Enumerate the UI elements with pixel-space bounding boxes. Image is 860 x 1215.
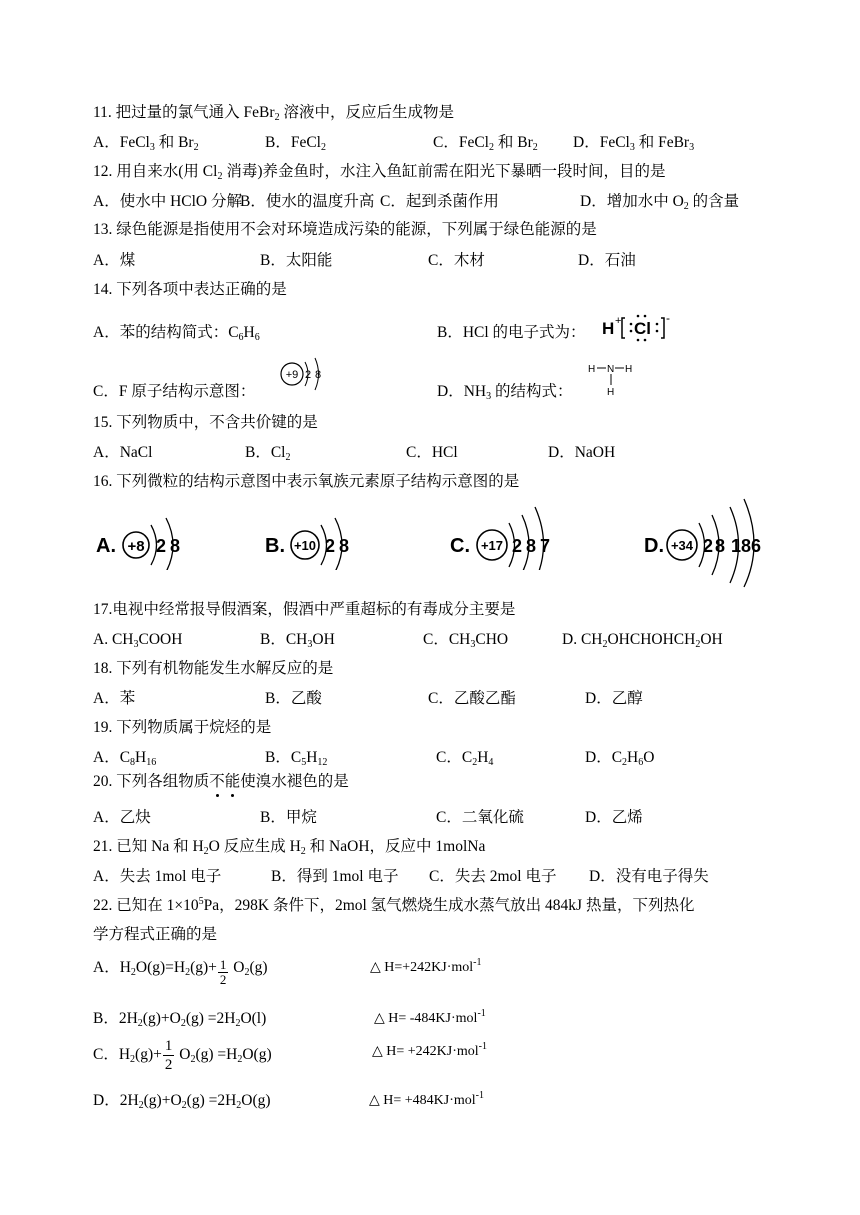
q16-a-letter: A.: [96, 535, 116, 557]
q18-option-a[interactable]: A．苯: [93, 690, 136, 707]
q16-d-shell-3: 18: [731, 536, 752, 556]
hcl-cl: Cl: [634, 319, 651, 338]
q12-option-a[interactable]: A．使水中 HClO 分解: [93, 193, 242, 210]
q13-option-c[interactable]: C．木材: [428, 252, 485, 269]
q20-options: [93, 807, 800, 829]
q18-option-b[interactable]: B．乙酸: [265, 690, 322, 707]
q16-c-shell-1: 2: [512, 536, 523, 556]
q13-option-d[interactable]: D．石油: [578, 252, 636, 269]
q22-option-b[interactable]: B．$2H_2(g)+O_2(g) =2H_2O(l)$ △ H= -484KJ·mol$^{-1}$: [93, 1008, 486, 1029]
q13-stem: 13. 绿色能源是指使用不会对环境造成污染的能源，下列属于绿色能源的是: [93, 221, 597, 238]
q15-option-d[interactable]: D．NaOH: [548, 444, 616, 461]
q22-c-fraction: $\frac{1}{2}$: [164, 1037, 173, 1073]
q16-diagram-b[interactable]: [265, 500, 365, 570]
q11-stem: 11. 把过量的氯气通入 FeBr$_2$ 溶液中，反应后生成物是: [93, 104, 454, 123]
q19-option-d[interactable]: D．$C_2H_6O$: [585, 749, 655, 768]
q12-option-d[interactable]: D．增加水中 $O_2$ 的含量: [580, 193, 740, 212]
q20-option-d[interactable]: D．乙烯: [585, 809, 643, 826]
q22-option-c[interactable]: C．$H_2(g)+$ $\frac{1}{2}$ $O_2(g) =H_2O(g)$ △ H= +242KJ·mol$^{-1}$: [93, 1032, 800, 1078]
q15-options: [93, 442, 800, 464]
nh3-h1: H: [588, 364, 596, 375]
q16-b-nucleus: +10: [293, 538, 317, 553]
q15-stem: 15. 下列物质中，不含共价键的是: [93, 414, 318, 431]
q19-options: [93, 747, 800, 769]
q15-option-c[interactable]: C．HCl: [406, 444, 458, 461]
q20-option-a[interactable]: A．乙炔: [93, 809, 151, 826]
q17-option-b[interactable]: B．$CH_3OH$: [260, 631, 335, 650]
q18-stem: 18. 下列有机物能发生水解反应的是: [93, 660, 334, 677]
q14-row1: [93, 322, 800, 344]
q21-option-a[interactable]: A．失去 1mol 电子: [93, 868, 222, 885]
q16-diagram-a[interactable]: [96, 500, 196, 570]
q22-a-enthalpy: △ H=+242KJ·mol$^{-1}$: [370, 957, 482, 975]
q16-d-shell-2: 8: [715, 536, 726, 556]
q20-option-c[interactable]: C．二氧化硫: [436, 809, 524, 826]
q16-d-shell-4: 6: [751, 536, 762, 556]
nh3-structure-image: [586, 360, 638, 400]
q14-stem: 14. 下列各项中表达正确的是: [93, 281, 287, 298]
q17-stem: 17.电视中经常报导假酒案，假酒中严重超标的有毒成分主要是: [93, 601, 516, 618]
q13-option-b[interactable]: B．太阳能: [260, 252, 333, 269]
q22-d-enthalpy: △ H= +484KJ·mol$^{-1}$: [369, 1090, 485, 1108]
q20-option-b[interactable]: B．甲烷: [260, 809, 317, 826]
f-shell-1: 2: [304, 369, 312, 381]
q18-option-d[interactable]: D．乙醇: [585, 690, 643, 707]
q17-options: [93, 629, 800, 651]
hcl-plus: +: [615, 315, 622, 327]
q16-stem: 16. 下列微粒的结构示意图中表示氧族元素原子结构示意图的是: [93, 473, 520, 490]
q16-a-shell-1: 2: [156, 536, 167, 556]
f-nucleus: +9: [285, 369, 299, 381]
q14-row2: [93, 381, 800, 403]
q21-option-d[interactable]: D．没有电子得失: [589, 868, 709, 885]
q21-stem: 21. 已知 Na 和 $H_2O$ 反应生成 $H_2$ 和 NaOH，反应中 1molNa: [93, 838, 486, 857]
q16-c-letter: C.: [450, 535, 470, 557]
q16-a-shell-2: 8: [170, 536, 181, 556]
q17-option-a[interactable]: A. $CH_3COOH$: [93, 631, 183, 650]
q14-option-d[interactable]: D．$NH_3$ 的结构式：: [437, 383, 573, 402]
nh3-h2: H: [625, 364, 633, 375]
q12-option-b[interactable]: B．使水的温度升高: [240, 193, 375, 210]
q22-b-enthalpy: △ H= -484KJ·mol$^{-1}$: [374, 1008, 486, 1026]
q14-option-b[interactable]: B．HCl 的电子式为：: [437, 324, 586, 341]
q20-stem: 20. 下列各组物质不能使溴水褪色的是: [93, 773, 349, 790]
q16-diagram-c[interactable]: [450, 496, 570, 570]
q12-stem: 12. 用自来水(用 $Cl_2$ 消毒)养金鱼时，水注入鱼缸前需在阳光下暴晒一段时间，目的是: [93, 163, 666, 182]
q14-option-a[interactable]: A．苯的结构简式：$C_6H_6$: [93, 324, 260, 343]
q12-options: [93, 191, 800, 213]
q16-c-shell-2: 8: [526, 536, 537, 556]
q22-stem-line1: 22. 已知在 $1\times 10^5Pa$，298K 条件下，2mol 氢气燃烧生成水蒸气放出 484kJ 热量，下列热化: [93, 896, 695, 914]
hcl-electron-formula-image: [598, 310, 678, 344]
q11-option-c[interactable]: C．FeCl$_2$ 和 $Br_2$: [433, 134, 538, 153]
q16-c-shell-3: 7: [540, 536, 551, 556]
q18-option-c[interactable]: C．乙酸乙酯: [428, 690, 516, 707]
q22-option-a[interactable]: A．$H_2O(g)=H_2(g)+$ $\frac{1}{2}$ $O_2(g)$ △ H=+242KJ·mol$^{-1}$: [93, 957, 482, 987]
hcl-h: H: [602, 319, 615, 338]
q15-option-b[interactable]: B．$Cl_2$: [245, 444, 291, 463]
q15-option-a[interactable]: A．NaCl: [93, 444, 153, 461]
q13-option-a[interactable]: A．煤: [93, 252, 136, 269]
q16-c-nucleus: +17: [480, 538, 504, 553]
q19-option-c[interactable]: C．$C_2H_4$: [436, 749, 494, 768]
q16-diagram-d[interactable]: [644, 492, 774, 588]
q21-option-b[interactable]: B．得到 1mol 电子: [271, 868, 399, 885]
q22-c-enthalpy: △ H= +242KJ·mol$^{-1}$: [372, 1041, 488, 1059]
q22-stem-line2: 学方程式正确的是: [93, 926, 218, 943]
nh3-n: N: [607, 364, 615, 375]
nh3-h3: H: [607, 387, 615, 398]
q11-option-a[interactable]: A．FeCl$_3$ 和 $Br_2$: [93, 134, 199, 153]
q19-option-b[interactable]: B．$C_5H_{12}$: [265, 749, 328, 768]
q16-b-letter: B.: [265, 535, 285, 557]
q19-stem: 19. 下列物质属于烷烃的是: [93, 719, 272, 736]
q18-options: [93, 688, 800, 710]
q16-d-nucleus: +34: [670, 538, 694, 553]
q17-option-c[interactable]: C．$CH_3CHO$: [423, 631, 509, 650]
q14-option-c[interactable]: C．F 原子结构示意图：: [93, 383, 256, 400]
q21-option-c[interactable]: C．失去 2mol 电子: [429, 868, 557, 885]
q16-a-nucleus: +8: [127, 538, 145, 555]
q11-option-b[interactable]: B．FeCl$_2$: [265, 134, 326, 153]
f-shell-2: 8: [314, 369, 322, 381]
q13-options: [93, 250, 800, 272]
q16-d-shell-1: 2: [703, 536, 714, 556]
hcl-minus: -: [666, 311, 670, 325]
q11-option-d[interactable]: D．FeCl$_3$ 和 FeBr$_3$: [573, 134, 695, 153]
q17-option-d[interactable]: D. $CH_2OHCHOHCH_2OH$: [562, 631, 723, 650]
q21-options: [93, 866, 800, 888]
q16-d-letter: D.: [644, 535, 664, 557]
f-atom-diagram-image: [278, 354, 328, 394]
q22-a-fraction: $\frac{1}{2}$: [219, 957, 227, 987]
q19-option-a[interactable]: A．$C_8H_{16}$: [93, 749, 157, 768]
q11-options: [93, 132, 800, 154]
q12-option-c[interactable]: C．起到杀菌作用: [380, 193, 499, 210]
q16-b-shell-1: 2: [325, 536, 336, 556]
q16-b-shell-2: 8: [339, 536, 350, 556]
q22-option-d[interactable]: D．$2H_2(g)+O_2(g) =2H_2O(g)$ △ H= +484KJ·mol$^{-1}$: [93, 1090, 485, 1111]
